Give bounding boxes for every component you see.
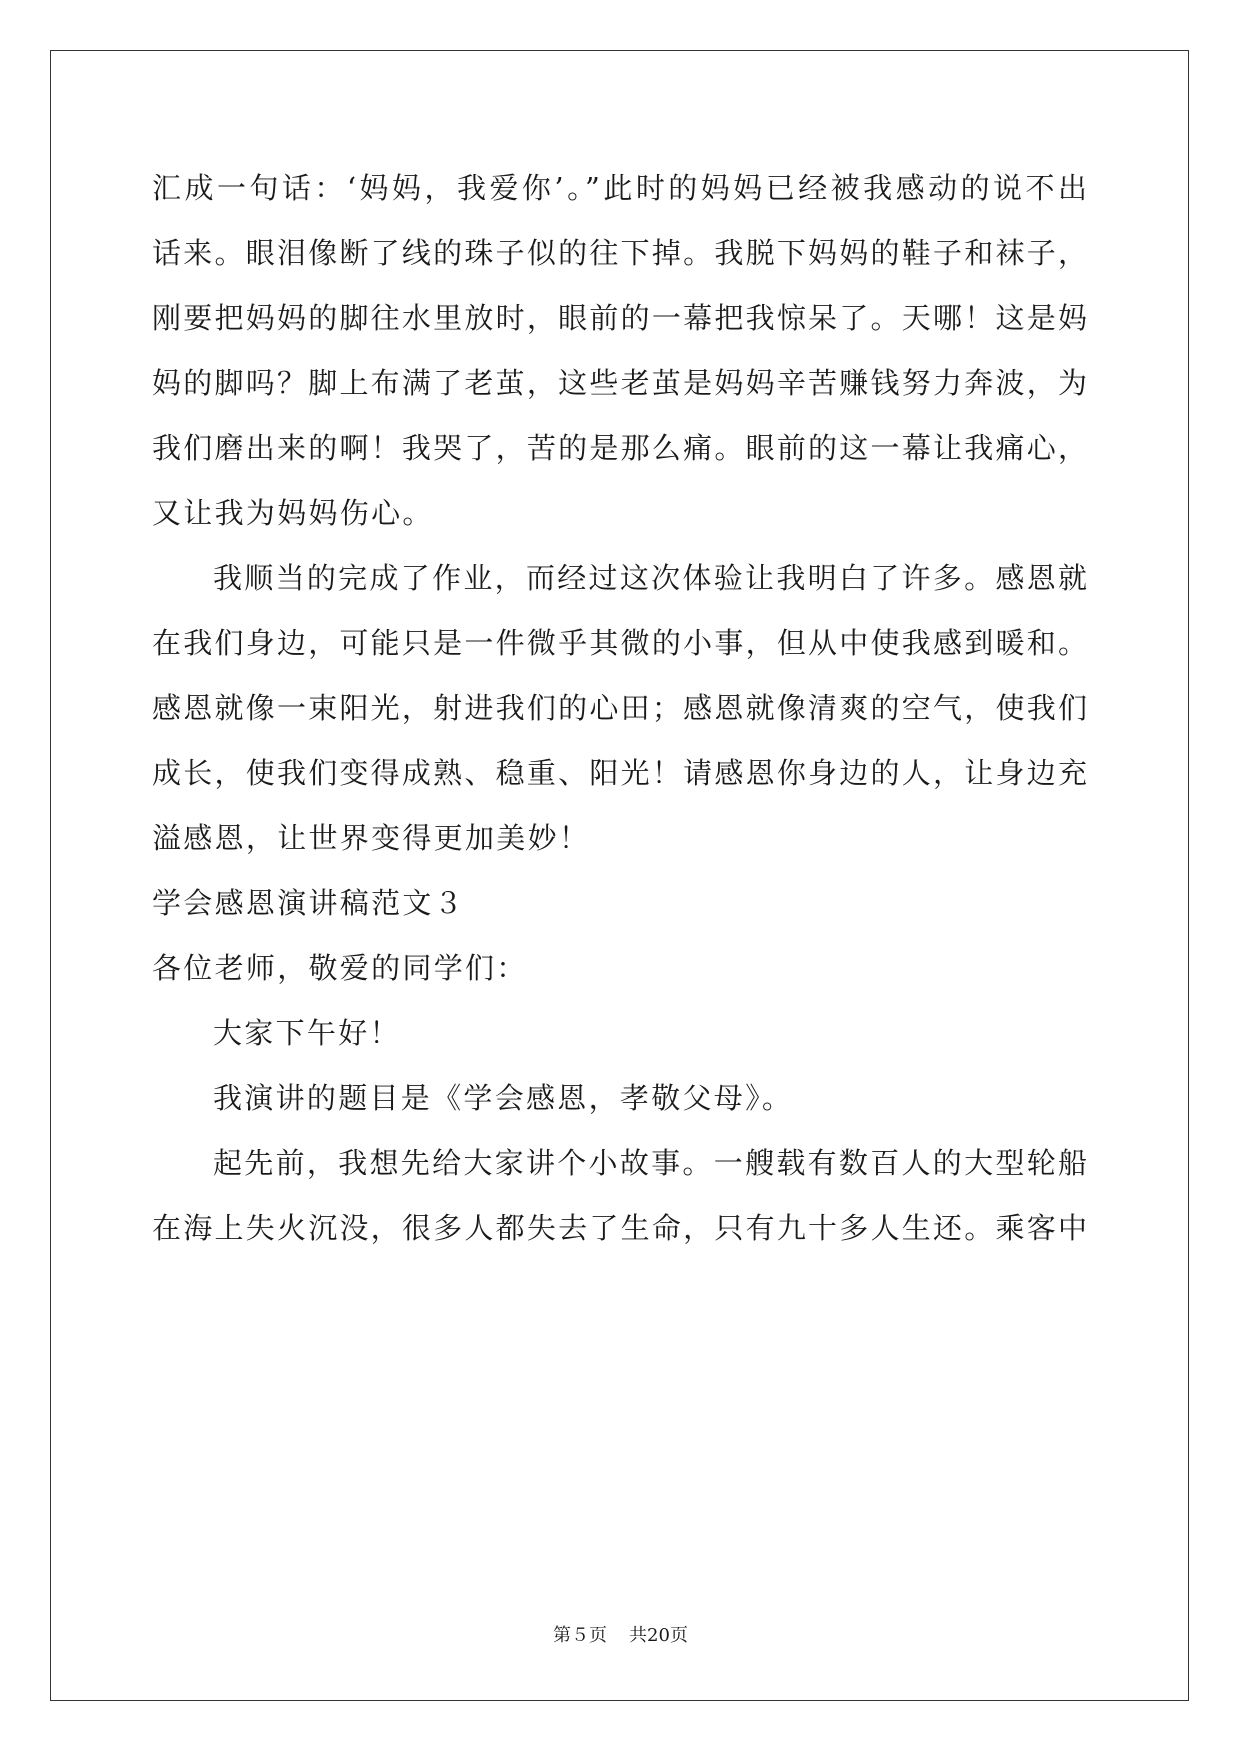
paragraph-line: 在海上失火沉没，很多人都失去了生命，只有九十多人生还。乘客中: [152, 1211, 1087, 1245]
salutation: 各位老师，敬爱的同学们：: [152, 951, 528, 985]
paragraph-line: 在我们身边，可能只是一件微乎其微的小事，但从中使我感到暖和。: [152, 626, 1087, 660]
paragraph-line: 又让我为妈妈伤心。: [152, 496, 434, 530]
paragraph-line: 感恩就像一束阳光，射进我们的心田；感恩就像清爽的空气，使我们: [152, 691, 1087, 725]
paragraph-line: 成长，使我们变得成熟、稳重、阳光！请感恩你身边的人，让身边充: [152, 756, 1087, 790]
paragraph-line: 汇成一句话：‘妈妈，我爱你’。”此时的妈妈已经被我感动的说不出: [152, 171, 1087, 205]
section-title: 学会感恩演讲稿范文３: [152, 886, 466, 920]
page-footer: [0, 1624, 1241, 1648]
speech-topic: 我演讲的题目是《学会感恩，孝敬父母》。: [213, 1081, 794, 1115]
paragraph-line: 妈的脚吗？脚上布满了老茧，这些老茧是妈妈辛苦赚钱努力奔波，为: [152, 366, 1087, 400]
paragraph-line: 刚要把妈妈的脚往水里放时，眼前的一幕把我惊呆了。天哪！这是妈: [152, 301, 1087, 335]
paragraph-line: 溢感恩，让世界变得更加美妙！: [152, 821, 591, 855]
paragraph-line: 起先前，我想先给大家讲个小故事。一艘载有数百人的大型轮船: [213, 1146, 1087, 1180]
paragraph-line: 我顺当的完成了作业，而经过这次体验让我明白了许多。感恩就: [213, 561, 1087, 595]
paragraph-line: 我们磨出来的啊！我哭了，苦的是那么痛。眼前的这一幕让我痛心，: [152, 431, 1087, 465]
page-number: 第５页: [553, 1625, 608, 1646]
page-total: 共20页: [629, 1625, 688, 1646]
paragraph-line: 话来。眼泪像断了线的珠子似的往下掉。我脱下妈妈的鞋子和袜子，: [152, 236, 1087, 270]
greeting: 大家下午好！: [213, 1016, 401, 1050]
